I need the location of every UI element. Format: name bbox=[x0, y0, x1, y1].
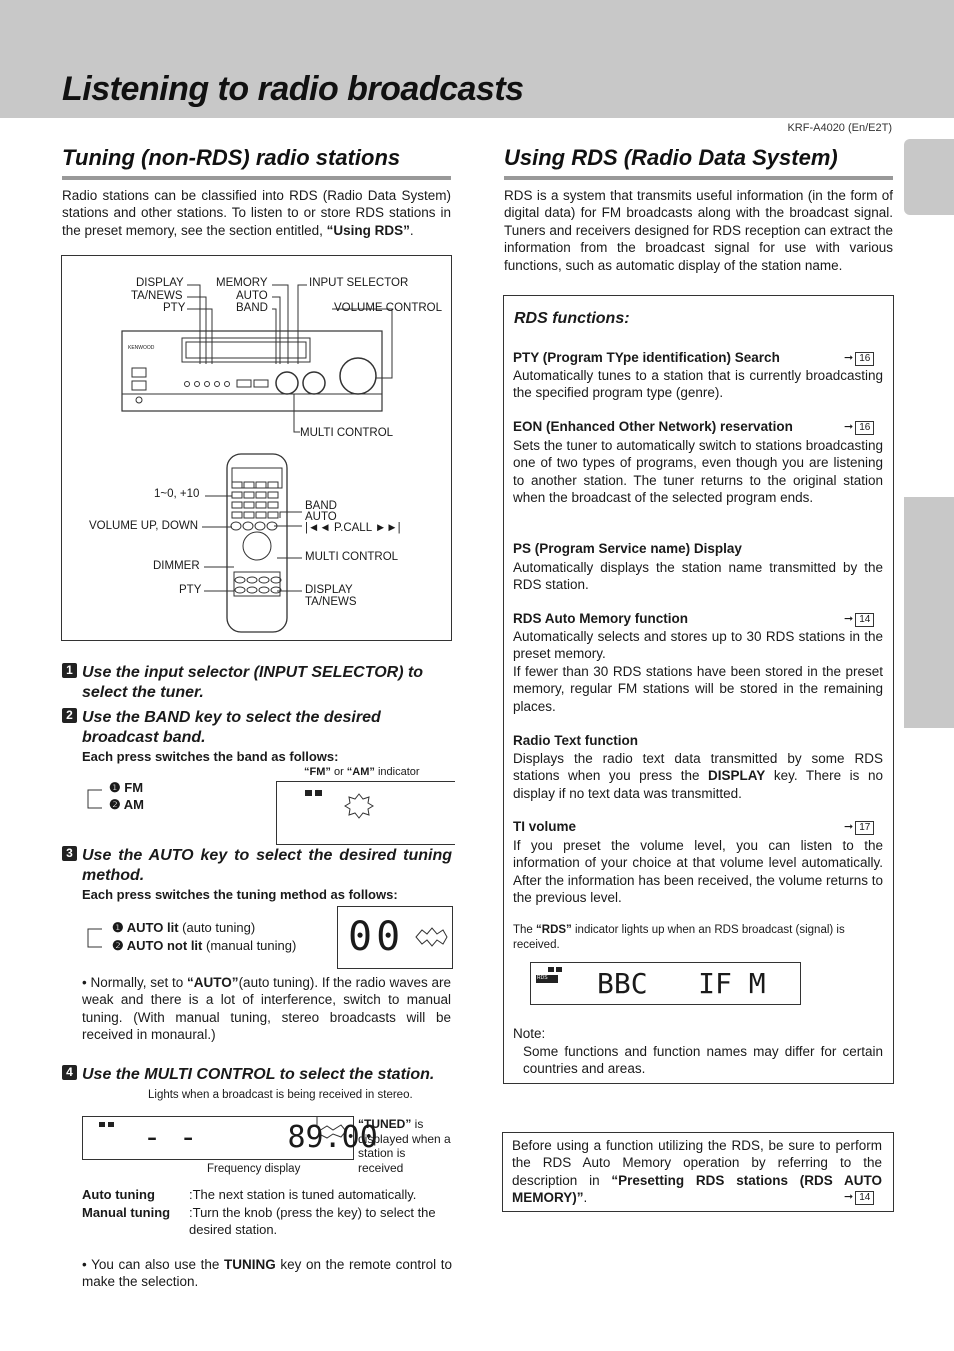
brand-logo: KENWOOD bbox=[128, 345, 155, 351]
left-intro: Radio stations can be classified into RDS (Radio Data System) stations and other stations. To listen to or store RDS stations in the preset memory, see the section entitled, “Using RDS”. bbox=[62, 188, 451, 238]
fn-pty-page-ref: ➞ 16 bbox=[844, 351, 874, 366]
rds-lcd-display bbox=[530, 962, 801, 1005]
auto-blink-icon bbox=[414, 925, 452, 949]
label-remote-pcall: |◄◄ P.CALL ►►| bbox=[305, 522, 401, 534]
label-display: DISPLAY bbox=[136, 277, 184, 289]
label-remote-multi-control: MULTI CONTROL bbox=[305, 551, 399, 563]
step-3-text: Use the AUTO key to select the desired tuning method. bbox=[82, 847, 452, 884]
fn-auto-memory-page-ref: ➞ 14 bbox=[844, 612, 874, 627]
step-3-number: 3 bbox=[62, 846, 77, 861]
label-multi-control: MULTI CONTROL bbox=[300, 427, 394, 439]
fn-eon-text: Sets the tuner to automatically switch to stations broadcasting one of two types of programs, even though you are listening to another station. The tuner returns to the original station when the broadcast of the selected program ends. bbox=[513, 438, 883, 506]
fn-auto-memory-heading: RDS Auto Memory function bbox=[513, 611, 688, 626]
fn-ti-volume-text: If you preset the volume level, you can listen to the information of your choice at that volume level automatically. After the information has been received, the volume returns to the previous level. bbox=[513, 838, 883, 906]
left-title-rule bbox=[62, 176, 451, 180]
auto-note: • Normally, set to “AUTO”(auto tuning). If the radio waves are weak and there is a lot of interference, switch to manual tuning. (With manual tuning, stereo broadcasts will be received in monaural.) bbox=[82, 975, 451, 1043]
manual-tuning-text: :Turn the knob (press the key) to select the desired station. bbox=[189, 1205, 436, 1237]
frequency-lcd-display bbox=[82, 1116, 378, 1160]
right-section-title: Using RDS (Radio Data System) bbox=[504, 145, 838, 170]
before-using-text: Before using a function utilizing the RDS, be sure to perform the RDS Auto Memory operation by referring to the description in “Presetting RDS stations (RDS AUTO MEMORY)”. bbox=[512, 1138, 883, 1206]
auto-lcd-display bbox=[337, 906, 453, 969]
band-indicator-lcd bbox=[277, 782, 455, 844]
rds-lcd-text: BBC IF M bbox=[597, 967, 766, 1000]
stereo-caption: Lights when a broadcast is being received in stereo. bbox=[148, 1089, 413, 1101]
side-tab-middle bbox=[904, 497, 954, 728]
step-2-number: 2 bbox=[62, 708, 77, 723]
fn-eon-page-ref: ➞ 16 bbox=[844, 420, 874, 435]
auto-tuning-label: Auto tuning bbox=[82, 1187, 155, 1202]
label-numbers: 1~0, +10 bbox=[154, 488, 200, 500]
fn-eon-heading: EON (Enhanced Other Network) reservation bbox=[513, 419, 793, 434]
rds-indicator-note: The “RDS” indicator lights up when an RDS broadcast (signal) is received. bbox=[513, 924, 845, 951]
band-indicator-caption: “FM” or “AM” indicator bbox=[304, 766, 420, 778]
note-label: Note: bbox=[513, 1026, 546, 1041]
fn-ps-heading: PS (Program Service name) Display bbox=[513, 541, 742, 556]
tuning-item-manual: ❷ AUTO not lit (manual tuning) bbox=[112, 938, 297, 953]
tuning-subheading: Each press switches the tuning method as follows: bbox=[82, 887, 398, 902]
before-using-page-ref: ➞ 14 bbox=[844, 1190, 874, 1205]
frequency-caption: Frequency display bbox=[207, 1163, 301, 1175]
note-text: Some functions and function names may differ for certain countries and areas. bbox=[523, 1044, 883, 1077]
model-number: KRF-A4020 (En/E2T) bbox=[787, 122, 892, 134]
frequency-lcd-digits: - - 89.00 bbox=[143, 1120, 378, 1155]
rds-functions-title: RDS functions: bbox=[514, 310, 630, 327]
label-auto: AUTO bbox=[236, 290, 268, 302]
rds-badge: RDS bbox=[537, 975, 548, 981]
band-lcd-display bbox=[276, 781, 455, 845]
fn-pty-text: Automatically tunes to a station that is currently broadcasting the specified program type (genre). bbox=[513, 368, 883, 401]
label-remote-auto: AUTO bbox=[305, 511, 337, 523]
label-volume-up-down: VOLUME UP, DOWN bbox=[89, 520, 199, 532]
band-cycle-arrow bbox=[84, 786, 104, 812]
label-memory: MEMORY bbox=[216, 277, 268, 289]
label-dimmer: DIMMER bbox=[153, 560, 200, 572]
band-item-am: ❷ AM bbox=[109, 797, 145, 812]
left-section-title: Tuning (non-RDS) radio stations bbox=[62, 145, 401, 170]
label-remote-pty: PTY bbox=[179, 584, 202, 596]
controls-diagram bbox=[61, 255, 452, 641]
tuning-item-auto: ❶ AUTO lit (auto tuning) bbox=[112, 920, 256, 935]
tuning-key-note: • You can also use the TUNING key on the remote control to make the selection. bbox=[82, 1257, 452, 1290]
fn-ti-volume-page-ref: ➞ 17 bbox=[844, 820, 874, 835]
fn-pty-heading: PTY (Program TYpe identification) Search bbox=[513, 350, 780, 365]
auto-tuning-text: :The next station is tuned automatically. bbox=[189, 1187, 417, 1202]
label-remote-display: DISPLAY bbox=[305, 584, 353, 596]
fn-radio-text-text: Displays the radio text data transmitted by some RDS stations when you press the DISPLAY key. There is no display if no text data was transmitted. bbox=[513, 751, 883, 801]
page-header bbox=[0, 0, 954, 118]
label-volume-control: VOLUME CONTROL bbox=[334, 302, 442, 314]
step-1-number: 1 bbox=[62, 663, 77, 678]
label-input-selector: INPUT SELECTOR bbox=[309, 277, 409, 289]
fn-ps-text: Automatically displays the station name transmitted by the RDS station. bbox=[513, 560, 883, 593]
step-4-text: Use the MULTI CONTROL to select the station. bbox=[82, 1066, 435, 1083]
label-band: BAND bbox=[236, 302, 268, 314]
tuned-caption: “TUNED” is displayed when a station is received bbox=[358, 1117, 451, 1175]
right-title-rule bbox=[504, 176, 893, 180]
fn-ti-volume-heading: TI volume bbox=[513, 819, 577, 834]
step-4-number: 4 bbox=[62, 1065, 77, 1080]
fn-radio-text-heading: Radio Text function bbox=[513, 733, 638, 748]
band-item-fm: ❶ FM bbox=[109, 780, 144, 795]
label-remote-ta-news: TA/NEWS bbox=[305, 596, 357, 608]
rds-intro: RDS is a system that transmits useful information (in the form of digital data) for FM broadcasts along with the broadcast signal. Tuners and receivers designed for RDS reception can extract the information from the broadcast signal for use with various functions, such as automatic display of the station name. bbox=[504, 188, 893, 273]
step-2-text: Use the BAND key to select the desired broadcast band. bbox=[82, 709, 381, 746]
step-1-text: Use the input selector (INPUT SELECTOR) to select the tuner. bbox=[82, 664, 424, 701]
manual-tuning-label: Manual tuning bbox=[82, 1205, 171, 1220]
fn-auto-memory-text: Automatically selects and stores up to 30 RDS stations in the preset memory. If fewer than 30 RDS stations have been stored in the preset memory, regular FM stations will be stored in the remaining places. bbox=[513, 629, 883, 714]
tuning-cycle-arrow bbox=[84, 925, 104, 951]
page-title: Listening to radio broadcasts bbox=[62, 70, 524, 108]
label-pty: PTY bbox=[163, 302, 186, 314]
label-ta-news: TA/NEWS bbox=[131, 290, 183, 302]
side-tab-top bbox=[904, 139, 954, 215]
auto-lcd-digits: 00 bbox=[348, 914, 405, 960]
band-subheading: Each press switches the band as follows: bbox=[82, 749, 339, 764]
label-remote-band: BAND bbox=[305, 500, 337, 512]
